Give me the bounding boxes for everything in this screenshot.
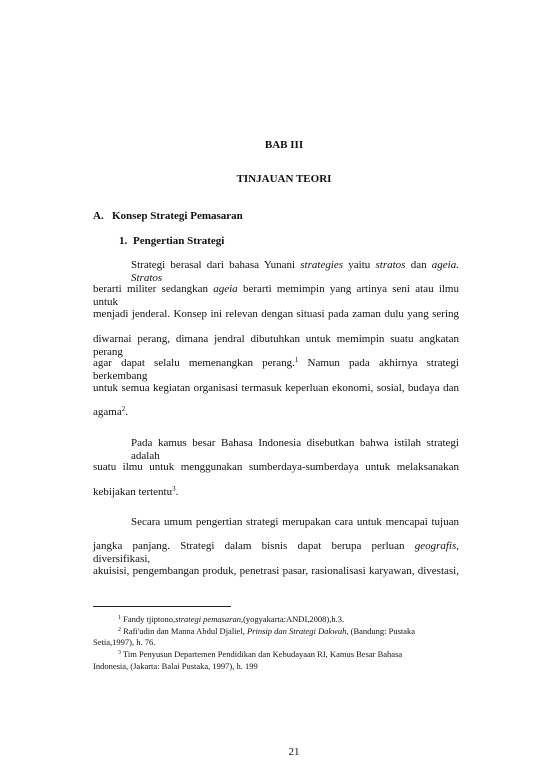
section-heading [93,210,243,222]
body-line: untuk semua kegiatan organisasi termasuk keperluan ekonomi, sosial, budaya dan [93,382,459,394]
body-line: kebijakan tertentu$^3$. [93,485,179,498]
body-line: agama$^2$. [93,405,128,418]
body-line: berarti militer sedangkan ageia berarti memimpin yang artinya seni atau ilmu untuk [93,283,459,308]
body-line: akuisisi, pengembangan produk, penetrasi pasar, rasionalisasi karyawan, divestasi, [93,565,459,577]
footnote-ref: 1 [294,356,299,364]
body-line: menjadi jenderal. Konsep ini relevan dengan situasi pada zaman dulu yang sering [93,308,459,320]
body-line: jangka panjang. Strategi dalam bisnis dapat berupa perluan geografis, diversifikasi, [93,540,459,565]
body-line: diwarnai perang, dimana jendral dibutuhkan untuk memimpin suatu angkatan perang [93,333,459,358]
subsection-heading [119,235,224,247]
footnote-1: $^1$ Fandy tjiptono,strategi pemasaran,(yogyakarta:ANDI,2008),h.3. [118,614,345,624]
footnote-ref: 3 [172,485,176,493]
body-line: Pada kamus besar Bahasa Indonesia disebutkan bahwa istilah strategi adalah [131,437,459,462]
section-title: Konsep Strategi Pemasaran [112,210,243,222]
subsection-number: 1. [119,235,128,247]
footnote-ref: 2 [121,405,126,413]
chapter-title: BAB III [264,139,304,151]
body-line: Strategi berasal dari bahasa Yunani strategies yaitu stratos dan ageia. Stratos [131,259,459,284]
footnote-2-cont: Setia,1997), h. 76. [93,637,156,647]
footnote-2: $^2$ Rafi'udin dan Manna Abdul Djaliel, Prinsip dan Strategi Dakwah, (Bandung: Pustaka [118,626,416,636]
body-line: agar dapat selalu memenangkan perang.$^1$ Namun pada akhirnya strategi berkembang [93,356,459,382]
page-number: 21 [288,746,300,758]
footnote-3-cont: Indonesia, (Jakarta: Balai Pustaka, 1997), h. 199 [93,661,258,671]
body-line: Secara umum pengertian strategi merupakan cara untuk mencapai tujuan [131,516,459,528]
section-number: A. [93,210,104,222]
chapter-subtitle: TINJAUAN TEORI [236,173,332,185]
body-line: suatu ilmu untuk menggunakan sumberdaya-sumberdaya untuk melaksanakan [93,461,459,473]
footnote-separator [93,606,231,607]
subsection-title: Pengertian Strategi [133,235,225,247]
footnote-3: $^3$ Tim Penyusun Departemen Pendidikan dan Kebudayaan RI, Kamus Besar Bahasa [118,649,403,659]
